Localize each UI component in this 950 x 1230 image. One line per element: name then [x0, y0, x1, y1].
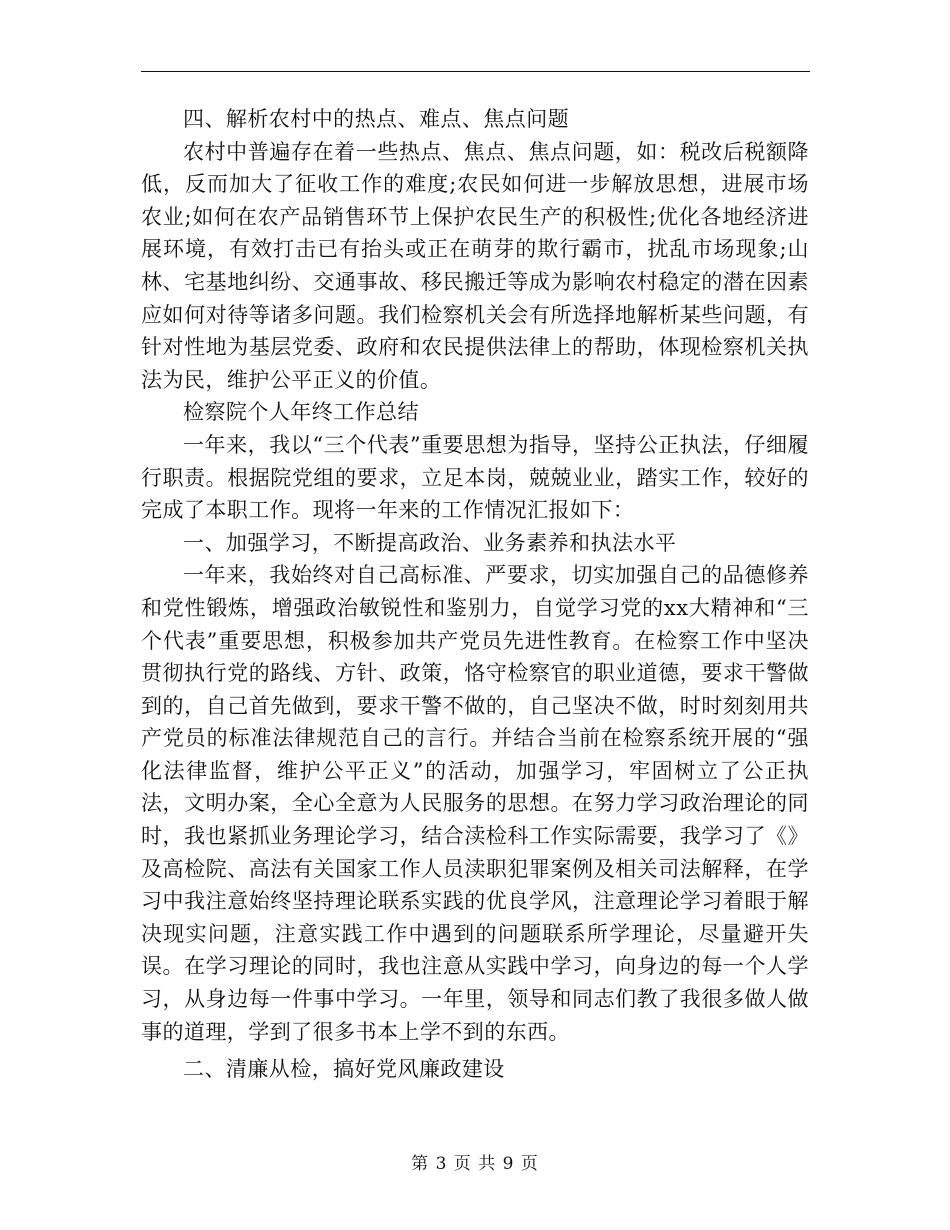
section-heading-4: 四、解析农村中的热点、难点、焦点问题 — [183, 107, 570, 131]
paragraph-study: 一年来，我始终对自己高标准、严要求，切实加强自己的品德修养和党性锻炼，增强政治敏锐性和鉴别力，自觉学习党的xx大精神和“三个代表”重要思想，积极参加共产党员先进性教育。在检察工作中坚决贯彻执行党的路线、方针、政策，恪守检察官的职业道德，要求干警做到的，自己首先做到，要求干警不做的，自己坚决不做，时时刻刻用共产党员的标准法律规范自己的言行。并结合当前在检察系统开展的“强化法律监督，维护公平正义”的活动，加强学习，牢固树立了公正执法，文明办案，全心全意为人民服务的思想。在努力学习政治理论的同时，我也紧抓业务理论学习，结合渎检科工作实际需要，我学习了《》及高检院、高法有关国家工作人员渎职犯罪案例及相关司法解释，在学习中我注意始终坚持理论联系实践的优良学风，注意理论学习着眼于解决现实问题，注意实践工作中遇到的问题联系所学理论，尽量避开失误。在学习理论的同时，我也注意从实践中学习，向身边的每一个人学习，从身边每一件事中学习。一年里，领导和同志们教了我很多做人做事的道理，学到了很多书本上学不到的东西。 — [141, 563, 809, 1044]
section-heading-1: 一、加强学习，不断提高政治、业务素养和执法水平 — [183, 530, 677, 555]
document-body — [141, 103, 809, 1086]
page-number: 第 3 页 共 9 页 — [411, 1154, 539, 1174]
header-rule — [141, 71, 810, 72]
document-title: 检察院个人年终工作总结 — [183, 400, 419, 425]
section-heading-2: 二、清廉从检，搞好党风廉政建设 — [183, 1057, 505, 1082]
paragraph-rural-issues: 农村中普遍存在着一些热点、焦点、焦点问题，如：税改后税额降低，反而加大了征收工作的难度;农民如何进一步解放思想，进展市场农业;如何在农产品销售环节上保护农民生产的积极性;优化各地经济进展环境，有效打击已有抬头或正在萌芽的欺行霸市，扰乱市场现象;山林、宅基地纠纷、交通事故、移民搬迁等成为影响农村稳定的潜在因素应如何对待等诸多问题。我们检察机关会有所选择地解析某些问题，有针对性地为基层党委、政府和农民提供法律上的帮助，体现检察机关执法为民，维护公平正义的价值。 — [141, 139, 809, 392]
paragraph-intro: 一年来，我以“三个代表”重要思想为指导，坚持公正执法，仔细履行职责。根据院党组的要求，立足本岗，兢兢业业，踏实工作，较好的完成了本职工作。现将一年来的工作情况汇报如下： — [141, 432, 809, 523]
